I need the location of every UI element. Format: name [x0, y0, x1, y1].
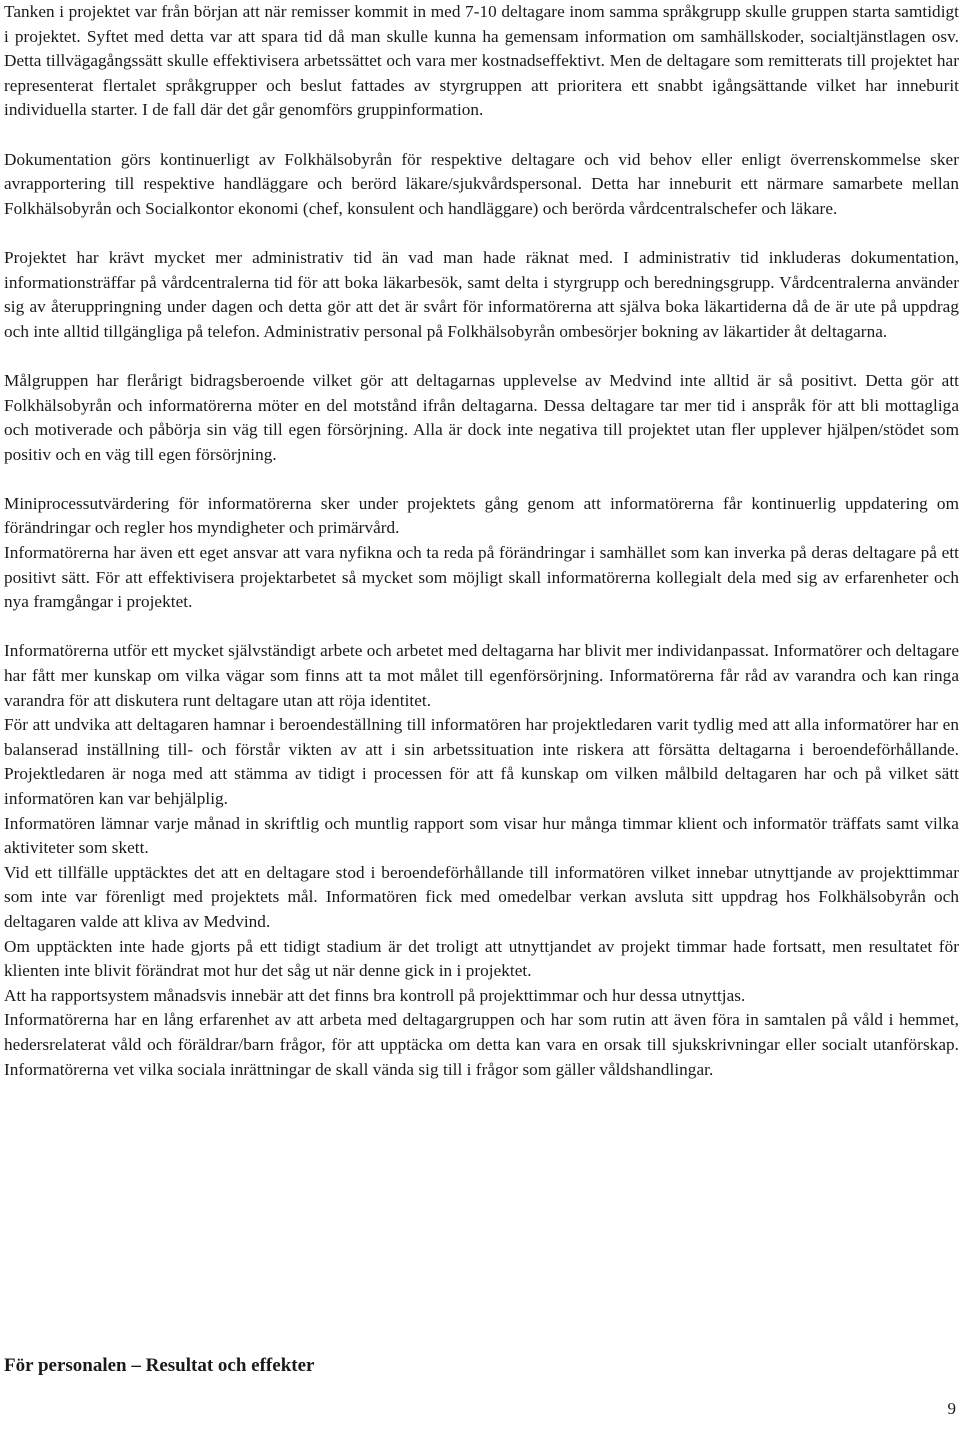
paragraph-mini-process-evaluation: Miniprocessutvärdering för informatörerna sker under projektets gång genom att informatörerna får kontinuerlig uppdatering om förändringar och regler hos myndigheter och primärvård. [4, 493, 959, 538]
section-heading: För personalen – Resultat och effekter [4, 1355, 315, 1376]
paragraph-informant-responsibility: Informatörerna har även ett eget ansvar att vara nyfikna och ta reda på förändringar i samhället som kan inverka på deras deltagare på ett positivt sätt. För att effektivisera projektarbetet så mycket som möjligt skall informatörerna kollegialt dela med sig av erfarenheter och nya framgångar i projektet. [4, 543, 959, 612]
paragraph-group-start: Tanken i projektet var från början att när remisser kommit in med 7-10 deltagare inom samma språkgrupp skulle gruppen starta samtidigt i projektet. Syftet med detta var att spara tid då man skulle kunna ha gemensam information om samhällskoder, socialtjänstlagen osv. Detta tillvägagångssätt skulle effektivisera arbetssättet och vara mer kostnadseffektivt. Men de deltagare som remitterats till projektet har representerat flertalet språkgrupper och beslut fattades av styrgruppen att prioritera ett snabbt igångsättande vilket har inneburit individuella starter. I de fall där det går genomförs gruppinformation. [4, 2, 959, 120]
paragraph-early-detection: Om upptäckten inte hade gjorts på ett tidigt stadium är det troligt att utnyttjandet av projekt timmar hade fortsatt, men resultatet för klienten inte blivit förändrat mot hur det såg ut när denne gick in i projektet. [4, 936, 959, 981]
paragraph-target-group: Målgruppen har flerårigt bidragsberoende vilket gör att deltagarnas upplevelse av Medvind inte alltid är så positivt. Detta gör att Folkhälsobyrån och informatörerna möter en del motstånd ifrån deltagarna. Dessa deltagare tar mer tid i anspråk för att bli mottagliga och motiverade och påbörja sin väg till egen försörjning. Alla är dock inte negativa till projektet utan fler upplever hjälpen/stödet som positiv och en väg till egen försörjning. [4, 370, 959, 464]
page-number: 9 [947, 1399, 956, 1418]
paragraph-monthly-report: Informatören lämnar varje månad in skriftlig och muntlig rapport som visar hur många timmar klient och informatör träffats samt vilka aktiviteter som skett. [4, 813, 959, 858]
paragraph-documentation: Dokumentation görs kontinuerligt av Folkhälsobyrån för respektive deltagare och vid behov eller enligt överrenskommelse sker avrapportering till respektive handläggare och berörd läkare/sjukvårdspersonal. Detta har inneburit ett närmare samarbete mellan Folkhälsobyrån och Socialkontor ekonomi (chef, konsulent och handläggare) och berörda vårdcentralschefer och läkare. [4, 149, 959, 218]
paragraph-dependency-incident: Vid ett tillfälle upptäcktes det att en deltagare stod i beroendeförhållande till informatören vilket innebar utnyttjande av projekttimmar som inte var förenligt med projektets mål. Informatören fick med omedelbar verkan avsluta sitt uppdrag hos Folkhälsobyrån och deltagaren valde att kliva av Medvind. [4, 862, 959, 931]
paragraph-independent-work: Informatörerna utför ett mycket självständigt arbete och arbetet med deltagarna har blivit mer individanpassat. Informatörer och deltagare har fått mer kunskap om vilka vägar som finns att ta mot målet till egenförsörjning. Informatörerna får råd av varandra och kan ringa varandra för att diskutera runt deltagare utan att röja identitet. [4, 641, 959, 710]
paragraph-avoid-dependency: För att undvika att deltagaren hamnar i beroendeställning till informatören har projektledaren varit tydlig med att alla informatörer har en balanserad inställning till- och förstår vikten av att i sin arbetssituation inte riskera att försätta deltagarna i beroendeförhållande. Projektledaren är noga med att stämma av tidigt i processen för att få kunskap om vilken målbild deltagaren har och på vilket sätt informatören kan var behjälplig. [4, 715, 959, 808]
paragraph-reporting-system: Att ha rapportsystem månadsvis innebär att det finns bra kontroll på projekttimmar och hur dessa utnyttjas. [4, 985, 746, 1005]
document-body [4, 0, 959, 1082]
paragraph-violence-questions: Informatörerna har en lång erfarenhet av att arbeta med deltagargruppen och har som rutin att även föra in samtalen på våld i hemmet, hedersrelaterat våld och föräldrar/barn frågor, för att upptäcka om detta kan vara en orsak till sjukskrivningar eller socialt utanförskap. Informatörerna vet vilka sociala inrättningar de skall vända sig till i frågor som gäller våldshandlingar. [4, 1010, 959, 1079]
paragraph-administrative-time: Projektet har krävt mycket mer administrativ tid än vad man hade räknat med. I administrativ tid inkluderas dokumentation, informationsträffar på vårdcentralerna tid för att boka läkarbesök, samt delta i styrgrupp och beredningsgrupp. Vårdcentralerna använder sig av återuppringning under dagen och detta gör att det är svårt för informatörerna att själva boka läkartiderna då de är ute på uppdrag och inte alltid tillgängliga på telefon. Administrativ personal på Folkhälsobyrån ombesörjer bokning av läkartider åt deltagarna. [4, 247, 959, 341]
